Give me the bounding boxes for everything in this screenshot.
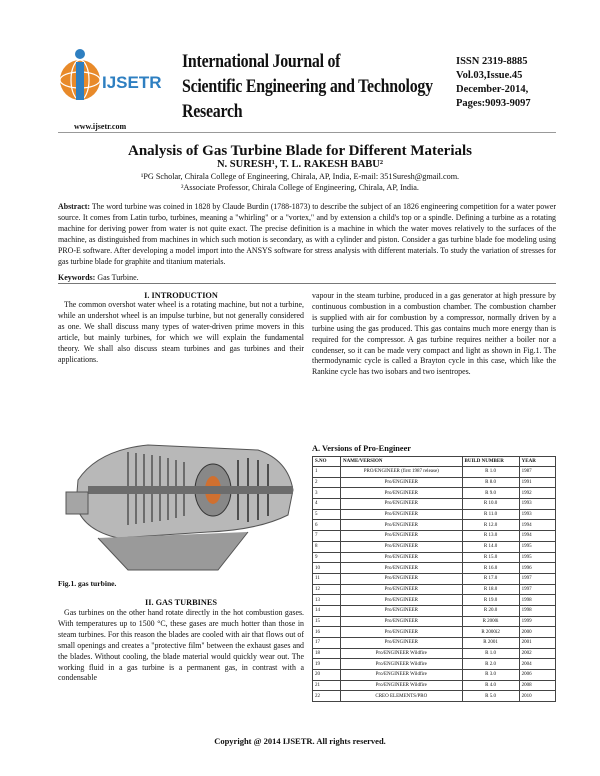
table-cell: 1997: [519, 584, 555, 595]
table-cell: 2006: [519, 670, 555, 681]
journal-line-2: Scientific Engineering and Technology Research: [182, 77, 433, 122]
table-cell: R 5.0: [462, 691, 519, 702]
table-cell: R 2.0: [462, 659, 519, 670]
table-cell: 20: [313, 670, 341, 681]
table-row: [313, 509, 556, 520]
table-row: [313, 488, 556, 499]
table-cell: R 16.0: [462, 563, 519, 574]
table-cell: Pro/ENGINEER: [341, 616, 463, 627]
table-cell: R 9.0: [462, 488, 519, 499]
issue-info: [456, 55, 531, 111]
table-cell: 16: [313, 627, 341, 638]
table-cell: 1996: [519, 563, 555, 574]
table-row: [313, 648, 556, 659]
table-cell: 10: [313, 563, 341, 574]
table-cell: Pro/ENGINEER: [341, 638, 463, 649]
table-cell: 1987: [519, 467, 555, 478]
table-cell: Pro/ENGINEER: [341, 627, 463, 638]
logo-text: IJSETR: [102, 73, 162, 92]
table-row: [313, 584, 556, 595]
table-cell: 2004: [519, 659, 555, 670]
table-cell: R 12.0: [462, 520, 519, 531]
table-cell: Pro/ENGINEER: [341, 573, 463, 584]
table-row: [313, 541, 556, 552]
table-cell: Pro/ENGINEER Wildfire: [341, 670, 463, 681]
table-row: [313, 552, 556, 563]
table-cell: Pro/ENGINEER Wildfire: [341, 648, 463, 659]
keywords-divider: [58, 283, 556, 284]
table-cell: CREO ELEMENTS/PRO: [341, 691, 463, 702]
col-header-name: NAME/VERSION: [341, 457, 463, 467]
table-cell: R 17.0: [462, 573, 519, 584]
table-cell: Pro/ENGINEER: [341, 552, 463, 563]
table-cell: 1993: [519, 509, 555, 520]
table-cell: 2000: [519, 627, 555, 638]
table-row: [313, 659, 556, 670]
table-row: [313, 573, 556, 584]
table-row: [313, 670, 556, 681]
keywords-text: Gas Turbine.: [95, 273, 139, 282]
table-cell: 17: [313, 638, 341, 649]
table-row: [313, 467, 556, 478]
table-cell: Pro/ENGINEER: [341, 477, 463, 488]
journal-logo: [58, 40, 168, 120]
issn: ISSN 2319-8885: [456, 56, 528, 67]
table-cell: R 10.0: [462, 499, 519, 510]
table-cell: R 11.0: [462, 509, 519, 520]
table-cell: R 8.0: [462, 477, 519, 488]
intro-heading: I. INTRODUCTION: [144, 291, 218, 300]
gas-turbines-heading: II. GAS TURBINES: [144, 598, 217, 607]
table-cell: 18: [313, 648, 341, 659]
col-header-build: BUILD NUMBER: [462, 457, 519, 467]
table-cell: 22: [313, 691, 341, 702]
copyright: Copyright @ 2014 IJSETR. All rights reserved.: [214, 736, 386, 746]
table-cell: 1: [313, 467, 341, 478]
table-cell: 12: [313, 584, 341, 595]
keywords: [58, 273, 139, 282]
table-cell: Pro/ENGINEER: [341, 509, 463, 520]
table-cell: R 18.0: [462, 584, 519, 595]
table-cell: 5: [313, 509, 341, 520]
versions-table-body: [313, 467, 556, 702]
table-cell: 6: [313, 520, 341, 531]
table-row: [313, 499, 556, 510]
table-cell: 1991: [519, 477, 555, 488]
table-cell: R 3.0: [462, 670, 519, 681]
abstract-label: Abstract:: [58, 202, 90, 211]
table-cell: R 14.0: [462, 541, 519, 552]
table-cell: Pro/ENGINEER: [341, 499, 463, 510]
table-row: [313, 605, 556, 616]
table-cell: 1998: [519, 595, 555, 606]
col-header-sno: S.NO: [313, 457, 341, 467]
table-cell: Pro/ENGINEER: [341, 531, 463, 542]
table-cell: 1995: [519, 552, 555, 563]
table-cell: 9: [313, 552, 341, 563]
table-row: [313, 595, 556, 606]
issue-date: December-2014,: [456, 84, 529, 95]
journal-line-1: International Journal of: [182, 52, 341, 72]
table-cell: 1994: [519, 520, 555, 531]
col-header-year: YEAR: [519, 457, 555, 467]
table-cell: 19: [313, 659, 341, 670]
table-cell: Pro/ENGINEER: [341, 584, 463, 595]
abstract: [58, 202, 556, 267]
right-column-text: vapour in the steam turbine, produced in a gas generator at high pressure by continuous combustion in a combustion chamber. The combustion chamber is supplied with air for combustion by a compressor, normally driven by a turbine using the gas produced. This gas contains much more energy than is required for the compressor. A gas turbine requires neither a boiler nor a condenser, so it can be made very compact and light as shown in Fig.1. The thermodynamic cycle is called a Brayton cycle in this case, which like the Rankine cycle has two isobars and two isentropes.: [312, 291, 556, 377]
table-cell: 2002: [519, 648, 555, 659]
affiliation-2: ²Associate Professor, Chirala College of Engineering, Chirala, AP, India.: [181, 183, 419, 192]
gas-turbines-text: Gas turbines on the other hand rotate directly in the hot combustion gases. With temperatures up to 1500 °C, these gases are much hotter than those in steam turbines. For this reason the blades are cooled with air that flows out of small openings and creates a "protective film" between the exhaust gases and the blades. Without cooling, the blade material would quickly wear out. The working fluid in a gas turbine is a permanent gas, in contrast with a condensable: [58, 608, 304, 683]
table-cell: Pro/ENGINEER: [341, 541, 463, 552]
header-divider: [58, 132, 556, 133]
table-row: [313, 616, 556, 627]
table-cell: 21: [313, 680, 341, 691]
table-cell: R 1.0: [462, 648, 519, 659]
journal-website: www.ijsetr.com: [74, 122, 127, 131]
abstract-text: The word turbine was coined in 1828 by Claude Burdin (1788-1873) to describe the subject of an 1826 engineering competition for a water power source. It comes from Latin turbo, turbines, meaning a "whirling" or a "vortex," and by extension a child's top or a spindle. Defining a turbine as a rotating machine for deriving power from water is not quite exact. The precise definition is a machine in which the water moves relatively to the surfaces of the machine, as distinguished from machines in which such motion is secondary, as with a cylinder and piston. Consider a gas turbine blade foe modeling using PRO-E software. After developing a model import into the ANSYS software for stress analysis with different materials. To study the variation of stresses for gas turbine blade for graphite and titanium materials.: [58, 202, 556, 266]
journal-name: [182, 50, 466, 125]
page-range: Pages:9093-9097: [456, 98, 531, 109]
table-cell: 7: [313, 531, 341, 542]
table-row: [313, 638, 556, 649]
table-row: [313, 691, 556, 702]
table-cell: 1994: [519, 531, 555, 542]
table-cell: Pro/ENGINEER Wildfire: [341, 659, 463, 670]
table-cell: 1993: [519, 499, 555, 510]
table-cell: R 4.0: [462, 680, 519, 691]
table-row: [313, 563, 556, 574]
table-cell: 8: [313, 541, 341, 552]
table-cell: 1992: [519, 488, 555, 499]
table-cell: Pro/ENGINEER: [341, 595, 463, 606]
volume-issue: Vol.03,Issue.45: [456, 70, 523, 81]
table-cell: Pro/ENGINEER: [341, 488, 463, 499]
table-row: [313, 477, 556, 488]
gas-turbine-figure: [58, 420, 304, 576]
table-cell: Pro/ENGINEER: [341, 520, 463, 531]
table-cell: Pro/ENGINEER Wildfire: [341, 680, 463, 691]
affiliation-1: ¹PG Scholar, Chirala College of Engineering, Chirala, AP, India, E-mail: 351Suresh@gmail.com.: [140, 172, 460, 181]
table-cell: 14: [313, 605, 341, 616]
table-cell: 2008: [519, 680, 555, 691]
table-cell: Pro/ENGINEER: [341, 563, 463, 574]
table-cell: R 19.0: [462, 595, 519, 606]
table-header-row: [313, 457, 556, 467]
table-row: [313, 520, 556, 531]
table-row: [313, 680, 556, 691]
table-cell: 4: [313, 499, 341, 510]
table-cell: R 2001: [462, 638, 519, 649]
table-cell: 1999: [519, 616, 555, 627]
keywords-label: Keywords:: [58, 273, 96, 282]
table-cell: 15: [313, 616, 341, 627]
table-row: [313, 531, 556, 542]
table-cell: R 1.0: [462, 467, 519, 478]
table-cell: 13: [313, 595, 341, 606]
table-cell: 1998: [519, 605, 555, 616]
authors: N. SURESH¹, T. L. RAKESH BABU²: [216, 159, 384, 170]
table-cell: 2001: [519, 638, 555, 649]
versions-table-heading: A. Versions of Pro-Engineer: [312, 444, 411, 453]
intro-text: The common overshot water wheel is a rotating machine, but not a turbine, while an undershot wheel is an impulse turbine, but not generally considered as one. We shall discuss many types of water-driven prime movers in this article, but mainly turbines, for which we will explain the fundamental theory. We shall also discuss steam turbines and gas turbines and their applications.: [58, 300, 304, 364]
table-cell: 1995: [519, 541, 555, 552]
table-cell: 11: [313, 573, 341, 584]
table-cell: Pro/ENGINEER: [341, 605, 463, 616]
versions-table: [312, 456, 556, 702]
table-cell: 2: [313, 477, 341, 488]
paper-title: Analysis of Gas Turbine Blade for Different Materials: [127, 143, 473, 159]
table-cell: R 13.0: [462, 531, 519, 542]
table-cell: R 15.0: [462, 552, 519, 563]
table-cell: R 20.0: [462, 605, 519, 616]
table-cell: 2010: [519, 691, 555, 702]
figure-caption: Fig.1. gas turbine.: [58, 579, 117, 588]
table-row: [313, 627, 556, 638]
table-cell: R 2000i2: [462, 627, 519, 638]
table-cell: PRO/ENGINEER (first 1987 release): [341, 467, 463, 478]
table-cell: 3: [313, 488, 341, 499]
table-cell: R 2000i: [462, 616, 519, 627]
table-cell: 1997: [519, 573, 555, 584]
